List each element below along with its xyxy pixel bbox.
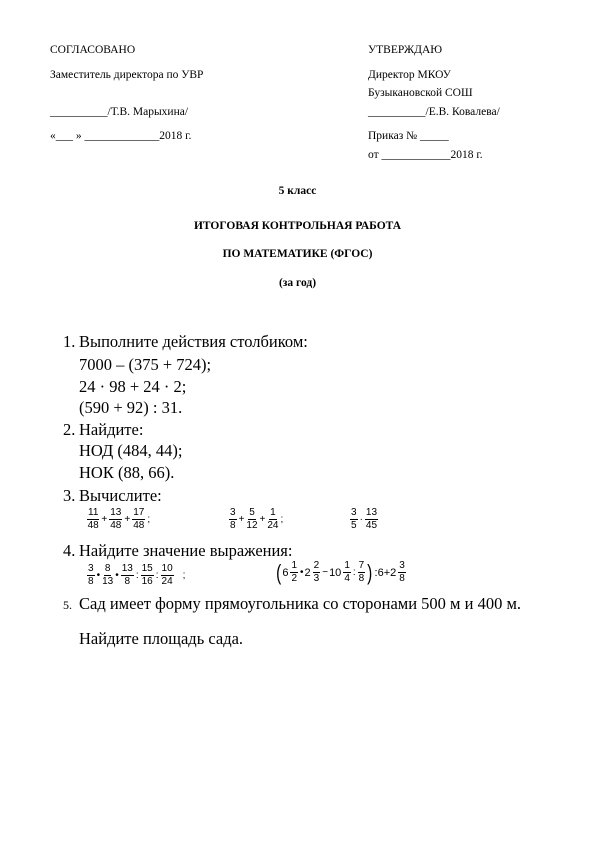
- deputy-signature: __________/Т.В. Марыхина/: [50, 106, 189, 118]
- task5-text2: Найдите площадь сада.: [79, 629, 244, 648]
- deputy-position: Заместитель директора по УВР: [50, 69, 204, 81]
- fraction: $\frac{2}{3}$: [313, 560, 320, 584]
- task1-line3: (590 + 92) : 31.: [79, 398, 183, 417]
- task4-expression2: ( 6 $\frac{1}{2}$ • 2 $\frac{2}{3}$ − 10 $\frac{1}{4}$ : $\frac{7}{8}$ ) :6+2 $\frac{3}{8}$: [276, 559, 405, 585]
- approved-label: СОГЛАСОВАНО: [50, 44, 136, 56]
- fraction: $\frac{1}{4}$: [344, 560, 350, 584]
- fraction: $\frac{3}{8}$: [230, 507, 236, 531]
- fraction: $\frac{10}{24}$: [161, 563, 173, 587]
- task2-line1: НОД (484, 44);: [79, 441, 183, 460]
- fraction: $\frac{3}{8}$: [88, 563, 94, 587]
- test-title-line1: ИТОГОВАЯ КОНТРОЛЬНАЯ РАБОТА: [193, 220, 402, 232]
- task2-number: 2.: [63, 420, 76, 439]
- task1-line1: 7000 – (375 + 724);: [79, 355, 212, 374]
- fraction: $\frac{17}{48}$: [133, 507, 145, 531]
- task3-text: Вычислите:: [79, 486, 162, 505]
- task2-line2: НОК (88, 66).: [79, 463, 175, 482]
- fraction: $\frac{3}{5}$: [351, 507, 357, 531]
- fraction: $\frac{1}{2}$: [291, 560, 298, 584]
- task3-expression2: $\frac{3}{8}$ + $\frac{5}{12}$ + $\frac{1}{24}$ ;: [230, 507, 284, 531]
- task4-number: 4.: [63, 541, 76, 560]
- task2-text: Найдите:: [79, 420, 144, 439]
- task1-number: 1.: [63, 332, 76, 351]
- fraction: $\frac{13}{48}$: [110, 507, 122, 531]
- task4-expression1: $\frac{3}{8}$ • $\frac{8}{13}$ • $\frac{13}{8}$ : $\frac{15}{16}$ : $\frac{10}{24}$ ;: [88, 563, 186, 587]
- fraction: $\frac{8}{13}$: [102, 563, 114, 587]
- left-parenthesis: (: [276, 559, 282, 585]
- fraction: $\frac{7}{8}$: [358, 560, 365, 584]
- fraction: $\frac{13}{8}$: [121, 563, 133, 587]
- task3-number: 3.: [63, 486, 76, 505]
- order-number: Приказ № _____: [368, 130, 449, 142]
- fraction: $\frac{5}{12}$: [246, 507, 258, 531]
- director-signature: __________/Е.В. Ковалева/: [368, 106, 500, 118]
- task5-number: 5.: [63, 598, 72, 612]
- fraction: $\frac{1}{24}$: [267, 507, 279, 531]
- fraction: $\frac{3}{8}$: [399, 560, 405, 584]
- test-title-line2: ПО МАТЕМАТИКЕ (ФГОС): [222, 248, 373, 260]
- task4-text: Найдите значение выражения:: [79, 541, 293, 560]
- task3-expression1: $\frac{11}{48}$ + $\frac{13}{48}$ + $\frac{17}{48}$ ;: [87, 507, 151, 531]
- task1-text: Выполните действия столбиком:: [79, 332, 308, 351]
- director-position-line1: Директор МКОУ: [368, 69, 451, 81]
- order-date: от ____________2018 г.: [368, 149, 483, 161]
- fraction: $\frac{11}{48}$: [87, 507, 99, 531]
- task5-text: Сад имеет форму прямоугольника со сторонами 500 м и 400 м.: [79, 594, 522, 613]
- grade-title: 5 класс: [278, 185, 317, 197]
- test-title-line3: (за год): [278, 277, 317, 289]
- task1-line2: 24 · 98 + 24 · 2;: [79, 377, 187, 396]
- task3-expression3: $\frac{3}{5}$ · $\frac{13}{45}$: [351, 507, 378, 531]
- fraction: $\frac{13}{45}$: [365, 507, 378, 531]
- right-parenthesis: ): [367, 559, 373, 585]
- director-position-line2: Бузыкановской СОШ: [368, 87, 473, 99]
- approval-date: «___ » _____________2018 г.: [50, 130, 192, 142]
- fraction: $\frac{15}{16}$: [141, 563, 153, 587]
- approve-label: УТВЕРЖДАЮ: [368, 44, 443, 56]
